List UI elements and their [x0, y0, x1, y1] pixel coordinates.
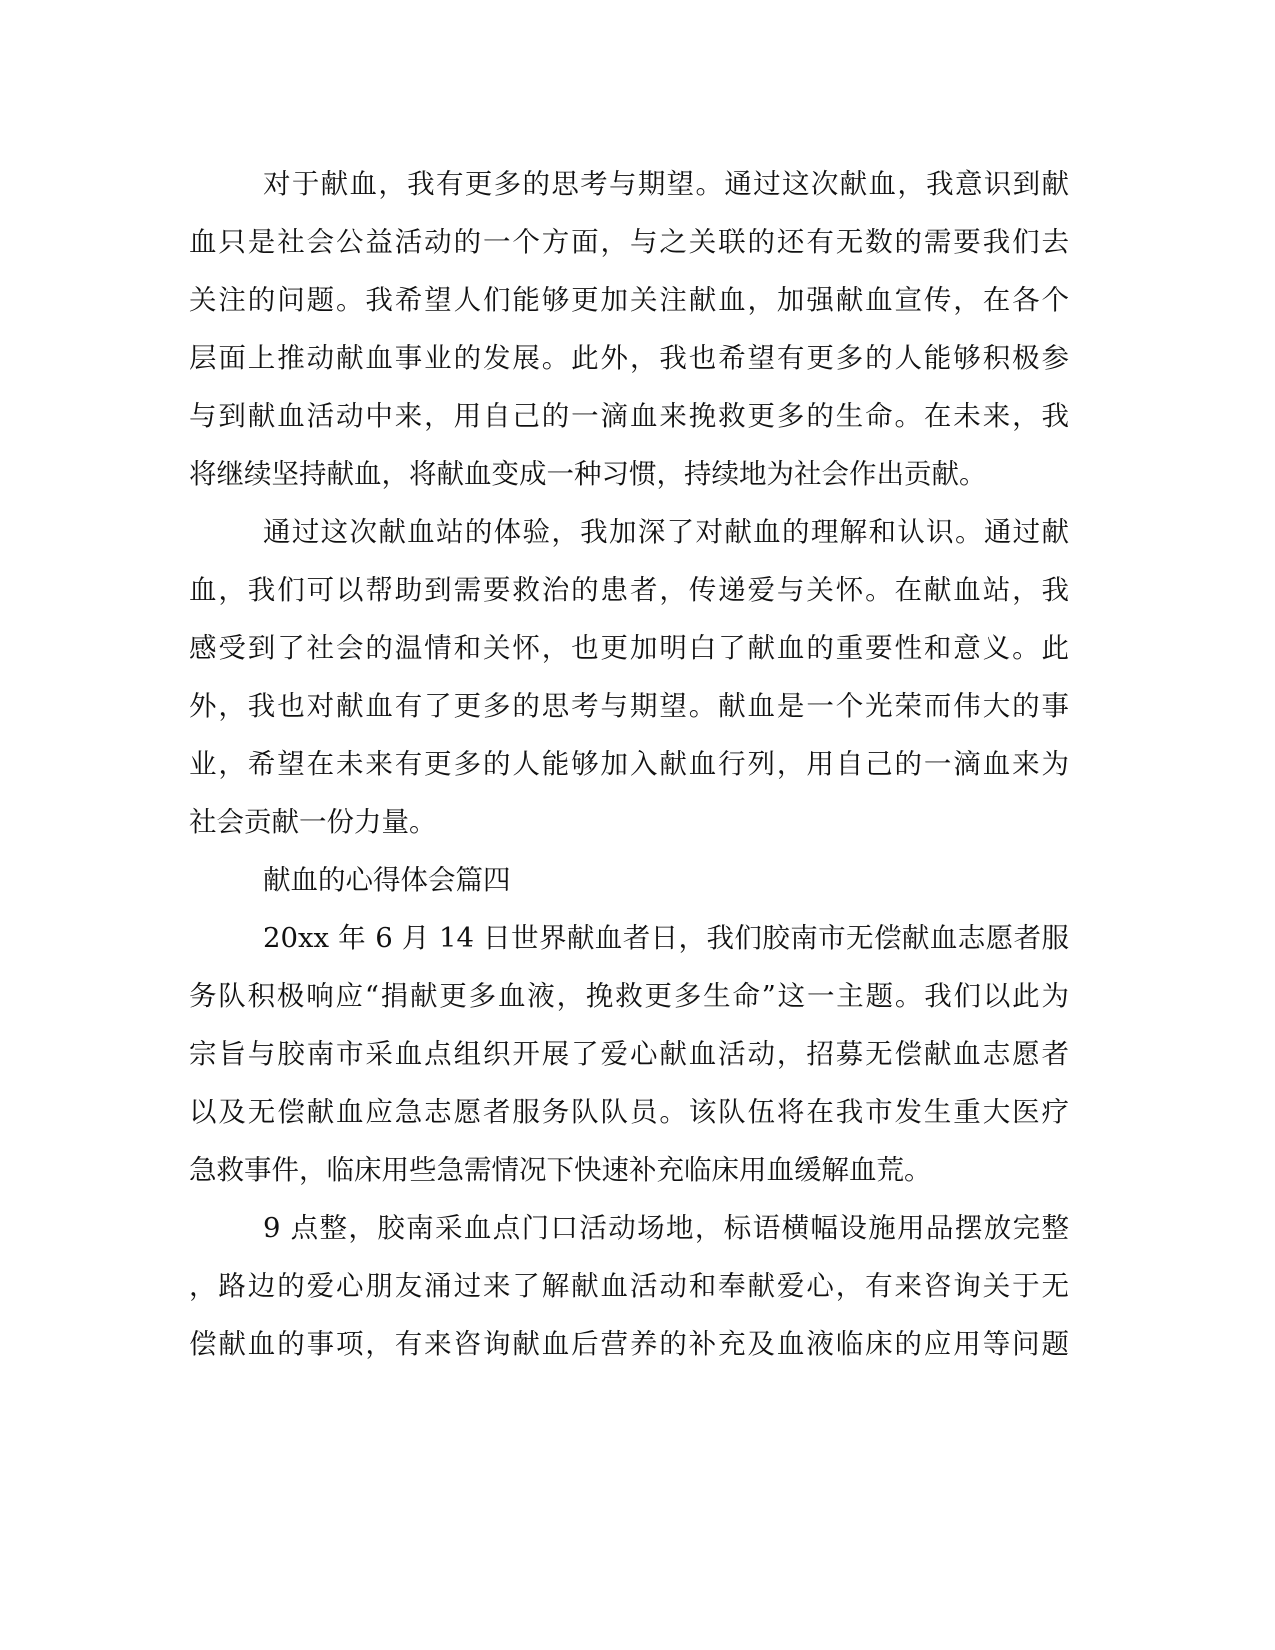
- paragraph-1-line-5: 与到献血活动中来，用自己的一滴血来挽救更多的生命。在未来，我: [189, 400, 1069, 432]
- paragraph-1-line-1: 对于献血，我有更多的思考与期望。通过这次献血，我意识到献: [263, 168, 1069, 200]
- paragraph-2-line-4: 外，我也对献血有了更多的思考与期望。献血是一个光荣而伟大的事: [189, 690, 1069, 722]
- paragraph-2-line-3: 感受到了社会的温情和关怀，也更加明白了献血的重要性和意义。此: [189, 632, 1069, 664]
- paragraph-1-line-3: 关注的问题。我希望人们能够更加关注献血，加强献血宣传，在各个: [189, 284, 1069, 316]
- paragraph-3-line-4: 以及无偿献血应急志愿者服务队队员。该队伍将在我市发生重大医疗: [189, 1096, 1069, 1128]
- paragraph-2-line-5: 业，希望在未来有更多的人能够加入献血行列，用自己的一滴血来为: [189, 748, 1069, 780]
- paragraph-2-line-2: 血，我们可以帮助到需要救治的患者，传递爱与关怀。在献血站，我: [189, 574, 1069, 606]
- paragraph-1-line-4: 层面上推动献血事业的发展。此外，我也希望有更多的人能够积极参: [189, 342, 1069, 374]
- paragraph-3-line-1: 20xx 年 6 月 14 日世界献血者日，我们胶南市无偿献血志愿者服: [263, 922, 1069, 954]
- paragraph-4-line-1: 9 点整，胶南采血点门口活动场地，标语横幅设施用品摆放完整: [263, 1212, 1069, 1244]
- paragraph-3-line-3: 宗旨与胶南市采血点组织开展了爱心献血活动，招募无偿献血志愿者: [189, 1038, 1069, 1070]
- section-heading: 献血的心得体会篇四: [263, 864, 511, 896]
- paragraph-4-line-2: ，路边的爱心朋友涌过来了解献血活动和奉献爱心，有来咨询关于无: [189, 1270, 1069, 1302]
- paragraph-1-line-2: 血只是社会公益活动的一个方面，与之关联的还有无数的需要我们去: [189, 226, 1069, 258]
- paragraph-2-line-1: 通过这次献血站的体验，我加深了对献血的理解和认识。通过献: [263, 516, 1069, 548]
- paragraph-1-line-6: 将继续坚持献血，将献血变成一种习惯，持续地为社会作出贡献。: [189, 458, 987, 490]
- paragraph-4-line-3: 偿献血的事项，有来咨询献血后营养的补充及血液临床的应用等问题: [189, 1328, 1069, 1360]
- paragraph-2-line-6: 社会贡献一份力量。: [189, 806, 437, 838]
- paragraph-3-line-2: 务队积极响应“捐献更多血液，挽救更多生命”这一主题。我们以此为: [189, 980, 1069, 1012]
- paragraph-3-line-5: 急救事件，临床用些急需情况下快速补充临床用血缓解血荒。: [189, 1154, 932, 1186]
